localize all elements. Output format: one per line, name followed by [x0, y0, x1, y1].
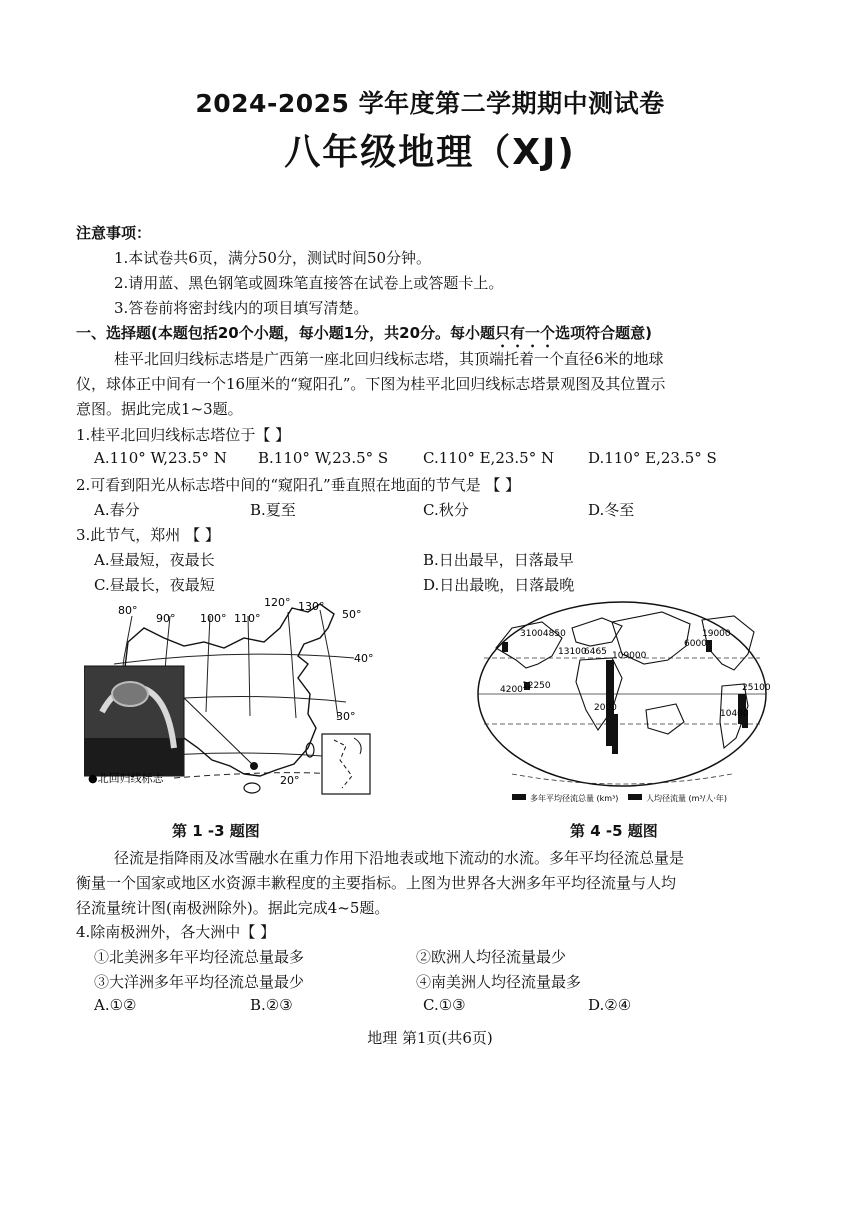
- label-2000: 2000: [594, 703, 617, 713]
- q4-stem: 4.除南极洲外，各大洲中【 】: [76, 923, 276, 941]
- q3-option-b: B.日出最早，日落最早: [423, 551, 574, 569]
- map1-lon-90: 90°: [156, 612, 176, 625]
- section-heading-text-a: 一、选择题(本题包括20个小题，每小题1分，共20分。每小题: [76, 324, 496, 342]
- exam-subtitle: 八年级地理（XJ): [284, 132, 576, 173]
- q1-option-c: C.110° E,23.5° N: [423, 449, 555, 467]
- label-19000: 19000: [702, 629, 731, 639]
- bar-north-america-runoff: [502, 642, 508, 652]
- map1-legend: ●北回归线标志: [88, 772, 164, 785]
- legend-runoff: 多年平均径流总量 (km³): [530, 794, 619, 803]
- china-location-map: [84, 598, 404, 810]
- q2-option-a: A.春分: [94, 501, 140, 519]
- q2-option-b: B.夏至: [250, 501, 296, 519]
- south-china-sea-inset: [322, 734, 370, 794]
- map1-lon-130: 130°: [298, 600, 325, 613]
- label-12250: 12250: [522, 681, 551, 691]
- passage1-line-1: 桂平北回归线标志塔是广西第一座北回归线标志塔，其顶端托着一个直径6米的地球: [114, 350, 664, 368]
- q3-option-a: A.昼最短，夜最长: [94, 551, 215, 569]
- passage2-line-3: 径流量统计图(南极洲除外)。据此完成4~5题。: [76, 899, 390, 917]
- q4-option-c: C.①③: [423, 996, 466, 1014]
- passage1-line-3: 意图。据此完成1~3题。: [76, 400, 243, 418]
- map1-lat-50: 50°: [342, 608, 362, 621]
- tower-photo-ground: [84, 738, 184, 776]
- legend-percapita-swatch: [628, 794, 642, 800]
- exam-title: 2024-2025 学年度第二学期期中测试卷: [195, 89, 665, 118]
- map1-lon-100: 100°: [200, 612, 227, 625]
- map1-lon-120: 120°: [264, 598, 291, 609]
- q4-option-a: A.①②: [94, 996, 137, 1014]
- label-25100: 25100: [742, 683, 771, 693]
- q3-option-d: D.日出最晚，日落最晚: [423, 576, 575, 594]
- map2-caption: 第 4 -5 题图: [570, 822, 658, 840]
- label-6465: 6465: [584, 647, 607, 657]
- label-13100: 13100: [558, 647, 587, 657]
- map1-lat-40: 40°: [354, 652, 374, 665]
- passage1-line-2: 仪，球体正中间有一个16厘米的“窥阳孔”。下图为桂平北回归线标志塔景观图及其位置示: [76, 375, 666, 393]
- q2-option-d: D.冬至: [588, 501, 635, 519]
- photo-pointer-line: [180, 694, 254, 766]
- legend-percapita: 人均径流量 (m³/人·年): [646, 794, 728, 803]
- q3-option-c: C.昼最长，夜最短: [94, 576, 215, 594]
- label-10400: 10400: [720, 709, 749, 719]
- world-runoff-map: [472, 598, 772, 810]
- q1-option-a: A.110° W,23.5° N: [94, 449, 227, 467]
- map1-lat-30: 30°: [336, 710, 356, 723]
- label-109000: 109000: [612, 651, 647, 661]
- notice-item-3: 3.答卷前将密封线内的项目填写清楚。: [114, 299, 369, 317]
- map1-caption: 第 1 -3 题图: [172, 822, 260, 840]
- notice-heading: 注意事项：: [76, 224, 152, 242]
- q2-option-c: C.秋分: [423, 501, 469, 519]
- label-6000: 6000: [684, 639, 707, 649]
- section-heading-text-b: 选项符合题意): [555, 324, 652, 342]
- legend-runoff-swatch: [512, 794, 526, 800]
- map1-lon-80: 80°: [118, 604, 138, 617]
- map1-lon-110: 110°: [234, 612, 261, 625]
- q1-stem: 1.桂平北回归线标志塔位于【 】: [76, 426, 291, 444]
- q4-statement-1: ①北美洲多年平均径流总量最多: [94, 948, 305, 966]
- q4-statement-2: ②欧洲人均径流量最少: [416, 948, 567, 966]
- q4-statement-3: ③大洋洲多年平均径流总量最少: [94, 973, 305, 991]
- bar-oceania-percapita: [612, 714, 618, 754]
- q3-stem: 3.此节气，郑州 【 】: [76, 526, 220, 544]
- q4-option-d: D.②④: [588, 996, 632, 1014]
- notice-item-1: 1.本试卷共6页，满分50分，测试时间50分钟。: [114, 249, 432, 267]
- passage2-line-2: 衡量一个国家或地区水资源丰歉程度的主要指标。上图为世界各大洲多年平均径流量与人均: [76, 874, 677, 892]
- section-heading-emphasis: 只有一个: [495, 324, 556, 342]
- q1-option-d: D.110° E,23.5° S: [588, 449, 717, 467]
- q2-stem: 2.可看到阳光从标志塔中间的“窥阳孔”垂直照在地面的节气是 【 】: [76, 476, 521, 494]
- q1-option-b: B.110° W,23.5° S: [258, 449, 389, 467]
- tower-globe: [112, 682, 148, 706]
- page-footer: 地理 第1页(共6页): [367, 1029, 493, 1047]
- q4-option-b: B.②③: [250, 996, 293, 1014]
- q4-statement-4: ④南美洲人均径流量最多: [416, 973, 582, 991]
- label-4200: 4200: [500, 685, 523, 695]
- hainan-island: [244, 783, 260, 793]
- passage2-line-1: 径流是指降雨及冰雪融水在重力作用下沿地表或地下流动的水流。多年平均径流总量是: [114, 849, 685, 867]
- notice-item-2: 2.请用蓝、黑色钢笔或圆珠笔直接答在试卷上或答题卡上。: [114, 274, 504, 292]
- label-31004850: 31004850: [520, 629, 566, 639]
- map1-lat-20: 20°: [280, 774, 300, 787]
